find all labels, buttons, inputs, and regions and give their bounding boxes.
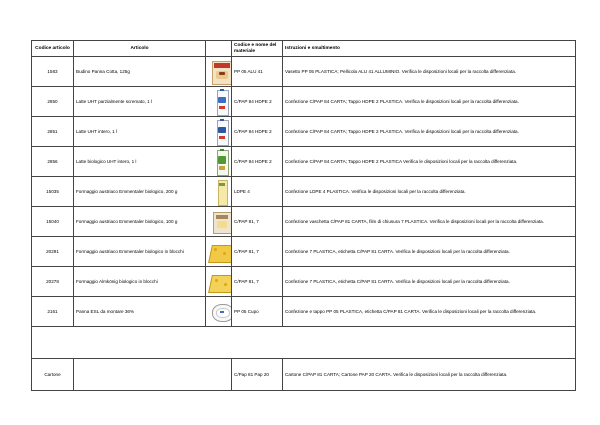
table-row-cartone [32,359,576,391]
cell-material: C/PAP 84 HDPE 2 [232,87,283,117]
cell-code: 2856 [32,147,74,177]
cell-article: Formaggio austriaco Emmentaler biologico, 100 g [74,207,206,237]
table-row [32,297,576,327]
cell-article: Latte UHT intero, 1 l [74,117,206,147]
cell-instructions: Confezione C/PAP 84 CARTA; Tappo HDPE 2 PLASTICA. Verifica le disposizioni locali per la raccolta differenziata. [283,87,576,117]
cell-image [206,237,232,267]
empty-cell [32,327,576,359]
table-row [32,147,576,177]
cheese-wedge-icon [208,239,232,265]
cell-image [206,87,232,117]
recycling-table [31,40,576,391]
cell-code: 20291 [32,237,74,267]
table-row [32,267,576,297]
cell-image [206,267,232,297]
cell-code: 15035 [32,177,74,207]
cell-material: C/PAP 81, 7 [232,267,283,297]
cell-code: 15040 [32,207,74,237]
cell-instructions: Confezione C/PAP 84 CARTA; Tappo HDPE 2 PLASTICA. Verifica le disposizioni locali per la raccolta differenziata. [283,117,576,147]
table-row [32,57,576,87]
cell-instructions: Confezione 7 PLASTICA, etichetta C/PAP 81 CARTA. Verifica le disposizioni locali per la raccolta differenziata. [283,267,576,297]
table-row [32,237,576,267]
cell-image [206,207,232,237]
header-row [32,41,576,57]
cell-material: C/PAP 84 HDPE 2 [232,147,283,177]
cell-material: C/PAP 81, 7 [232,207,283,237]
cell-instructions: Confezione 7 PLASTICA, etichetta C/PAP 81 CARTA. Verifica le disposizioni locali per la raccolta differenziata. [283,237,576,267]
organic-milk-carton-icon [208,149,232,175]
table-row [32,117,576,147]
cell-material: C/PAP 84 HDPE 2 [232,117,283,147]
cell-code: 1583 [32,57,74,87]
cell-instructions: Confezione e tappo PP 05 PLASTICA, etichetta C/PAP 81 CARTA. Verifica le disposizioni locali per la raccolta differenziata. [283,297,576,327]
cell-instructions: Confezione LDPE 4 PLASTICA. Verifica le disposizioni locali per la raccolta differenziata. [283,177,576,207]
table-row [32,177,576,207]
cell-article: Formaggio austriaco Emmentaler biologico in blocchi [74,237,206,267]
header-image [206,41,232,57]
cell-material: C/Pap 81 Pap 20 [232,359,283,391]
table-row-empty [32,327,576,359]
milk-carton-icon [208,119,232,145]
cell-code: Cartone [32,359,74,391]
cell-article: Latte UHT parzialmente scremato, 1 l [74,87,206,117]
cell-article: Formaggio Almkönig biologico in blocchi [74,267,206,297]
cell-code: 2161 [32,297,74,327]
cell-material: C/PAP 81, 7 [232,237,283,267]
cell-article: Budino Panna Cotta, 125g [74,57,206,87]
cell-instructions: Vasetto PP 05 PLASTICA; Pellicola ALU 41 ALLUMINIO. Verifica le disposizioni locali per la raccolta differenziata. [283,57,576,87]
cell-material: LDPE 4 [232,177,283,207]
cell-article: Formaggio austriaco Emmentaler biologico, 200 g [74,177,206,207]
cell-instructions: Confezione vaschetta C/PAP 81 CARTA, film di chiusura 7 PLASTICA. Verifica le disposizioni locali per la raccolta differenziata. [283,207,576,237]
header-material: Codice e nome del materiale [232,41,283,57]
cream-tub-icon [208,299,232,325]
cheese-slices-tray-icon [208,209,232,235]
header-instructions: Istruzioni e smaltimento [283,41,576,57]
header-code: Codice articolo [32,41,74,57]
cell-material: PP 05 Cupo [232,297,283,327]
cell-instructions: Confezione C/PAP 84 CARTA; Tappo HDPE 2 PLASTICA Verifica le disposizioni locali per la raccolta differenziata. [283,147,576,177]
cell-article: Panna ESL da montare 36% [74,297,206,327]
cell-image [206,147,232,177]
cell-image [206,177,232,207]
cheese-wedge-icon [208,269,232,295]
cell-article [74,359,232,391]
cell-instructions: Cartone C/PAP 81 CARTA; Cartone PAP 20 CARTA. Verifica le disposizioni locali per la raccolta differenziata. [283,359,576,391]
dessert-cup-package-icon [208,59,232,85]
cell-code: 2850 [32,87,74,117]
header-article: Articolo [74,41,206,57]
cell-code: 2851 [32,117,74,147]
cell-code: 20278 [32,267,74,297]
cell-image [206,117,232,147]
cell-image [206,57,232,87]
cell-image [206,297,232,327]
table-row [32,87,576,117]
milk-carton-icon [208,89,232,115]
cell-material: PP 05 ALU 41 [232,57,283,87]
cheese-block-icon [208,179,232,205]
table-row [32,207,576,237]
cell-article: Latte biologico UHT intero, 1 l [74,147,206,177]
